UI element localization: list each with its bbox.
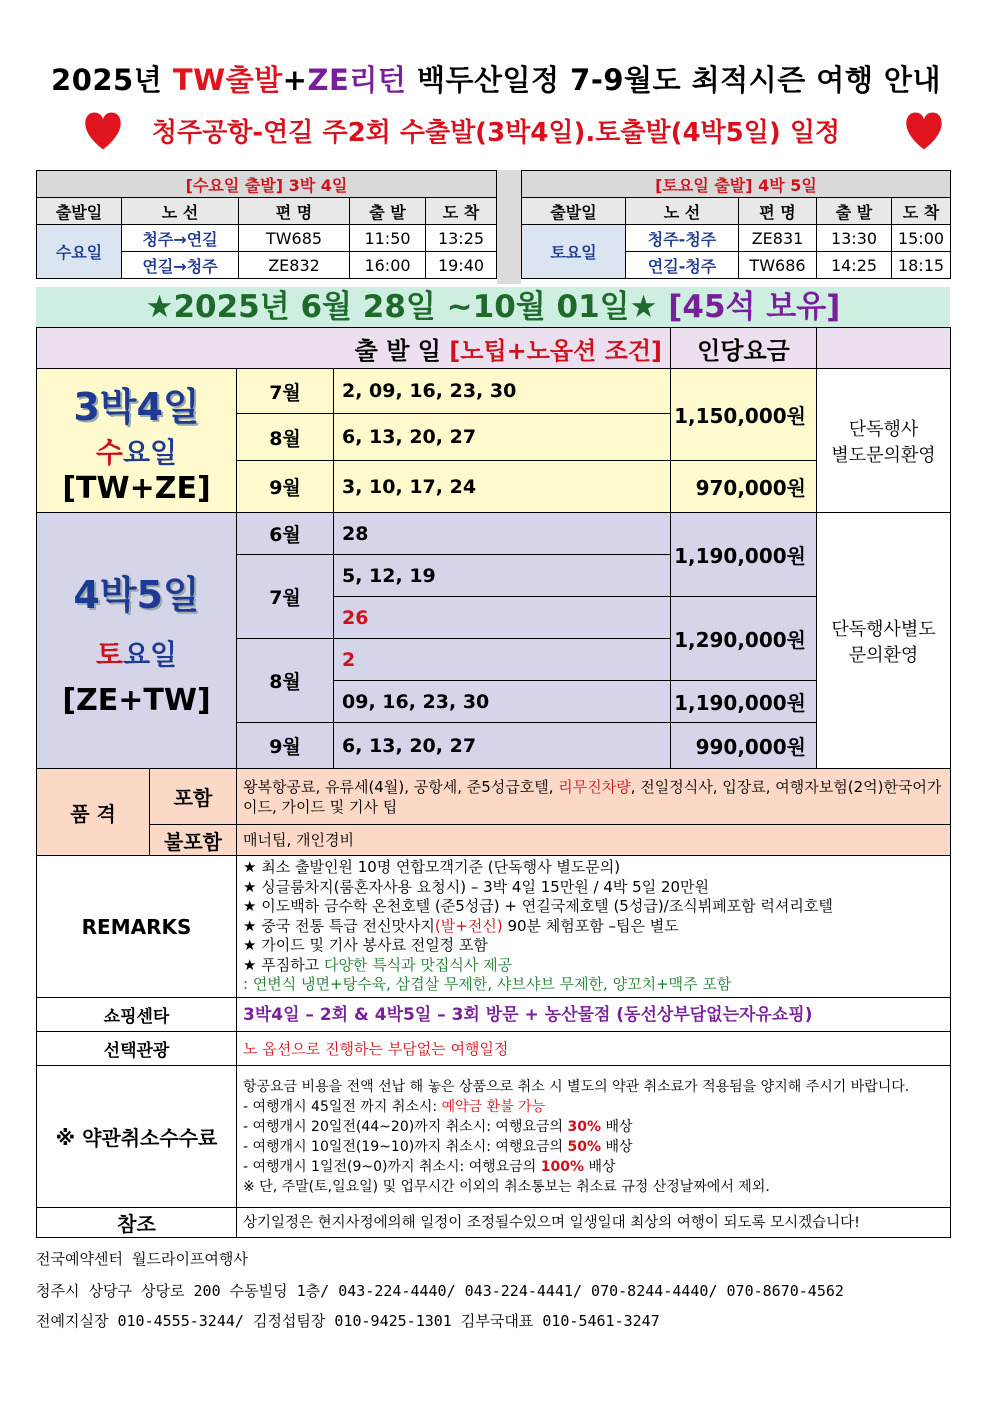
col-header: 출 발 [817,198,892,225]
wed-flight-table [36,170,497,279]
remark-text: ★ 중국 전통 특급 전신맛사지 [243,916,435,935]
col-header: 출발일 [37,198,122,225]
departure-label: 출 발 일 [354,336,441,365]
empty-header [817,328,951,369]
month: 9월 [237,723,334,769]
price-table [36,327,951,1238]
dates: 26 [334,597,671,639]
included-text: 왕복항공료, 유류세(4월), 공항세, 준5성급호텔, [243,777,559,796]
package-name: 3박4일 [73,384,200,429]
cancel-rule [243,1137,944,1157]
table-row [37,1066,951,1208]
price: 1,290,000원 [671,597,817,681]
cancel-rule [243,1097,944,1117]
dates: 2, 09, 16, 23, 30 [334,369,671,414]
dates: 5, 12, 19 [334,555,671,597]
remark-line: ★ 가이드 및 기사 봉사료 전일정 포함 [243,936,488,955]
title-plus: + [282,63,308,97]
included-label: 포함 [150,769,237,825]
dates: 28 [334,513,671,555]
shopping-label: 쇼핑센타 [37,998,237,1032]
departure-day: 토요일 [522,225,626,279]
month: 7월 [237,555,334,639]
title-tw: TW출발 [172,63,283,97]
remarks-label: REMARKS [37,856,237,998]
day-rest: 요일 [122,435,178,469]
heart-icon [903,110,945,152]
table-row [522,225,951,252]
rule-highlight: 100% [540,1158,585,1175]
title-year: 2025년 [51,63,163,97]
remark-highlight: 다양한 특식과 맛집식사 제공 [323,955,513,974]
remark-line [243,917,944,937]
seats-badge: [45석 보유] [668,289,841,325]
price: 1,190,000원 [671,513,817,597]
month: 6월 [237,513,334,555]
col-header: 도 착 [426,198,497,225]
grade-label: 품 격 [37,769,150,856]
price: 970,000원 [671,461,817,513]
rule-text: - 여행개시 10일전(19~10)까지 취소시: 여행요금의 [243,1138,568,1155]
remark-text: ★ 푸짐하고 [243,955,324,974]
remark-line: ★ 싱글룸차지(룸혼자사용 요청시) – 3박 4일 15만원 / 4박 5일 20만원 [243,877,710,896]
remarks-content [237,856,951,998]
day-char: 수 [95,435,123,469]
title-ze: ZE리턴 [307,63,407,97]
table-row [37,998,951,1032]
arr-time: 13:25 [426,225,497,252]
flight-no: ZE832 [239,252,350,279]
airlines: [ZE+TW] [62,682,211,718]
route: 연길→청주 [122,252,239,279]
page-subtitle: 청주공항-연길 주2회 수출발(3박4일).토출발(4박5일) 일정 [151,118,841,148]
rule-highlight: 30% [567,1118,602,1135]
cancel-rule [243,1117,944,1137]
day-char: 토 [95,637,123,671]
private-tour-note: 단독행사 별도문의환영 [817,369,951,513]
price: 990,000원 [671,723,817,769]
dep-time: 14:25 [817,252,892,279]
col-header: 편 명 [739,198,817,225]
cancel-content [237,1066,951,1208]
arr-time: 18:15 [892,252,951,279]
excluded-items: 매너팁, 개인경비 [237,825,951,856]
option-label: 선택관광 [37,1032,237,1066]
route: 청주→연길 [122,225,239,252]
title-rest: 백두산일정 7-9월도 최적시즌 여행 안내 [416,63,941,97]
flight-no: TW685 [239,225,350,252]
sat-flight-table [521,170,951,279]
reference-text: 상기일정은 현지사정에의해 일정이 조정될수있으며 일생일대 최상의 여행이 되도록 모시겠습니다! [237,1208,951,1238]
rule-text: 배상 [601,1138,633,1155]
rule-text: - 여행개시 20일전(44~20)까지 취소시: 여행요금의 [243,1118,568,1135]
package-name: 4박5일 [73,572,200,617]
table-divider [497,170,521,284]
footer-agency: 전국예약센터 월드라이프여행사 [36,1250,248,1268]
month: 7월 [237,369,334,414]
footer-address: 청주시 상당구 상당로 200 수동빌딩 1층/ 043-224-4440/ 043-224-4441/ 070-8244-4440/ 070-8670-4562 [36,1282,844,1300]
page-title [0,58,992,99]
included-items [237,769,951,825]
col-header: 출 발 [350,198,426,225]
excluded-label: 불포함 [150,825,237,856]
rule-highlight: 50% [567,1138,602,1155]
day-rest: 요일 [122,637,178,671]
price: 1,190,000원 [671,681,817,723]
reference-label: 참조 [37,1208,237,1238]
col-header: 출발일 [522,198,626,225]
option-text: 노 옵션으로 진행하는 부담없는 여행일정 [237,1032,951,1066]
rule-text: 배상 [584,1158,616,1175]
sat-table-header: [토요일 출발] 4박 5일 [522,171,951,198]
col-header: 노 선 [122,198,239,225]
footer-contacts: 전예지실장 010-4555-3244/ 김정섭팀장 010-9425-1301 김부국대표 010-5461-3247 [36,1312,660,1330]
cancel-rule [243,1157,944,1177]
dates: 3, 10, 17, 24 [334,461,671,513]
dep-time: 11:50 [350,225,426,252]
shopping-text: 3박4일 – 2회 & 4박5일 – 3회 방문 + 농산물점 (동선상부담없는자유쇼핑) [237,998,951,1032]
rule-text: - 여행개시 45일전 까지 취소시: [243,1098,442,1115]
price: 1,150,000원 [671,369,817,461]
period-banner [36,287,950,327]
dates: 2 [334,639,671,681]
package-4n5d [37,513,237,769]
cancel-intro: 항공요금 비용을 전액 선납 해 놓은 상품으로 취소 시 별도의 약관 취소료가 적용됨을 양지해 주시기 바랍니다. [243,1078,910,1095]
remark-text: 90분 체험포함 –팁은 별도 [502,916,679,935]
departure-header [37,328,671,369]
route: 연길-청주 [626,252,739,279]
price-header: 인당요금 [671,328,817,369]
arr-time: 15:00 [892,225,951,252]
condition-label: [노팁+노옵션 조건] [449,336,662,365]
departure-day: 수요일 [37,225,122,279]
cancel-rule: ※ 단, 주말(토,일요일) 및 업무시간 이외의 취소통보는 취소료 규정 산정날짜에서 제외. [243,1178,770,1195]
airlines: [TW+ZE] [62,470,211,506]
table-row [37,1208,951,1238]
period-text: ★2025년 6월 28일 ~10월 01일★ [145,289,658,325]
dates: 09, 16, 23, 30 [334,681,671,723]
table-row [37,769,951,825]
table-row [37,1032,951,1066]
month: 8월 [237,414,334,461]
included-text-2: , 전일정식사, 입장료, 여행자보험(2억)한국어가이드, 가이드 및 기사 팁 [243,777,942,816]
remark-line: ★ 최소 출발인원 10명 연합모객기준 (단독행사 별도문의) [243,858,621,877]
remark-line [243,956,944,976]
route: 청주-청주 [626,225,739,252]
arr-time: 19:40 [426,252,497,279]
col-header: 편 명 [239,198,350,225]
flight-no: ZE831 [739,225,817,252]
rule-text: 배상 [601,1118,633,1135]
dep-time: 16:00 [350,252,426,279]
table-row [37,513,951,555]
included-highlight: 리무진차량 [558,777,631,796]
rule-text: - 여행개시 1일전(9~0)까지 취소시: 여행요금의 [243,1158,541,1175]
table-row [37,825,951,856]
table-row [37,369,951,414]
dates: 6, 13, 20, 27 [334,414,671,461]
table-row [37,225,497,252]
remark-line: ★ 이도백하 금수학 온천호텔 (준5성급) + 연길국제호텔 (5성급)/조식뷔페포함 럭셔리호텔 [243,897,833,916]
month: 9월 [237,461,334,513]
dep-time: 13:30 [817,225,892,252]
rule-highlight: 예약금 환불 가능 [441,1098,546,1115]
flight-no: TW686 [739,252,817,279]
package-3n4d [37,369,237,513]
remark-line: : 연변식 냉면+탕수육, 삼겹살 무제한, 샤브샤브 무제한, 양꼬치+맥주 포함 [243,975,732,994]
col-header: 도 착 [892,198,951,225]
private-tour-note: 단독행사별도 문의환영 [817,513,951,769]
month: 8월 [237,639,334,723]
table-row [37,856,951,998]
dates: 6, 13, 20, 27 [334,723,671,769]
cancel-label: ※ 약관취소수수료 [37,1066,237,1208]
remark-highlight: (발+전신) [434,916,503,935]
col-header: 노 선 [626,198,739,225]
wed-table-header: [수요일 출발] 3박 4일 [37,171,497,198]
